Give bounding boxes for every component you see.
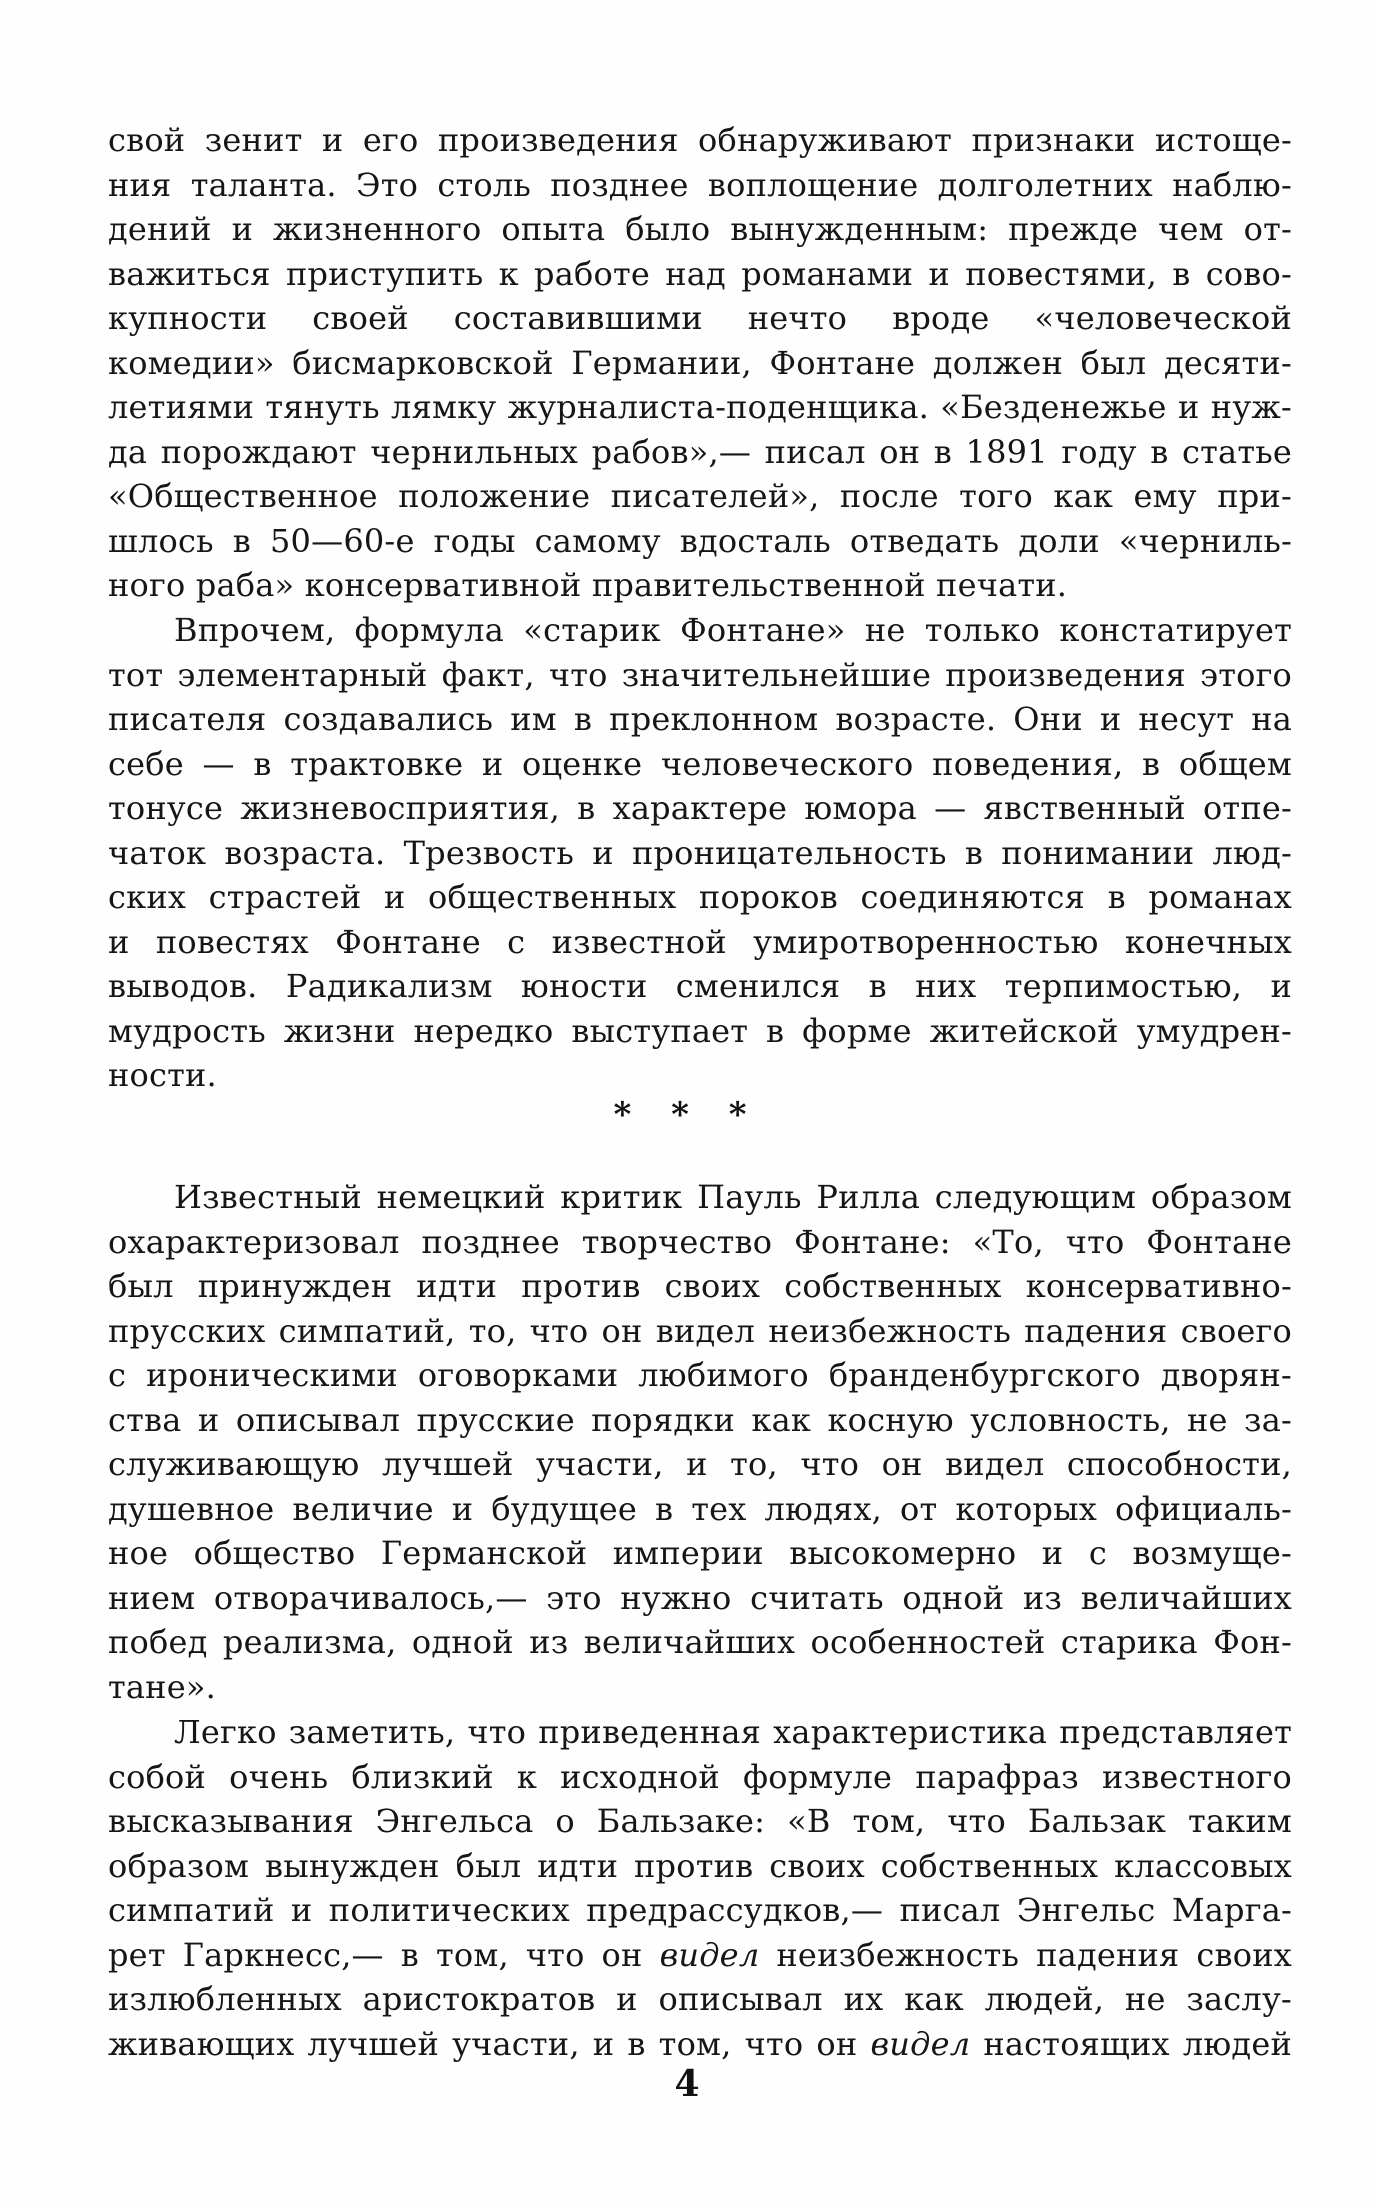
text-line: высказывания Энгельса о Бальзаке: «В том, что Бальзак таким — [108, 1802, 1292, 1840]
text-line: с ироническими оговорками любимого бранденбургского дворян- — [108, 1356, 1292, 1394]
text-line: ное общество Германской империи высокомерно и с возмуще- — [108, 1534, 1292, 1572]
text-line: комедии» бисмарковской Германии, Фонтане должен был десяти- — [108, 343, 1292, 382]
text-line: собой очень близкий к исходной формуле парафраз известного — [108, 1757, 1292, 1796]
text-line: выводов. Радикализм юности сменился в них терпимостью, и — [108, 967, 1292, 1005]
section-separator: * * * — [613, 1095, 761, 1135]
text-line: служивающую лучшей участи, и то, что он видел способности, — [108, 1445, 1292, 1483]
text-fragment: неизбежность падения своих — [776, 1935, 1293, 1974]
text-fragment: живающих лучшей участи, и в том, что он — [108, 2024, 858, 2063]
text-line: охарактеризовал позднее творчество Фонтане: «То, что Фонтане — [108, 1222, 1292, 1261]
text-line-with-emphasis — [108, 2022, 1292, 2067]
text-line: излюбленных аристократов и описывал их как людей, не заслу- — [108, 1980, 1292, 2018]
text-line: купности своей составившими нечто вроде «человеческой — [108, 299, 1292, 337]
text-line: летиями тянуть лямку журналиста-поденщика. «Безденежье и нуж- — [108, 388, 1292, 426]
text-line: тот элементарный факт, что значительнейшие произведения этого — [108, 655, 1292, 694]
text-line: дений и жизненного опыта было вынужденным: прежде чем от- — [108, 210, 1292, 248]
text-line: образом вынужден был идти против своих собственных классовых — [108, 1846, 1292, 1885]
paragraph-engels — [108, 1710, 1292, 2066]
text-fragment: рет Гаркнесс,— в том, что он — [108, 1935, 643, 1974]
text-line: ских страстей и общественных пороков соединяются в романах — [108, 878, 1292, 916]
text-line: Известный немецкий критик Пауль Рилла следующим образом — [174, 1178, 1292, 1216]
text-line: ния таланта. Это столь позднее воплощение долголетних наблю- — [108, 165, 1292, 204]
text-fragment: настоящих людей — [983, 2024, 1292, 2063]
emphasis-text: видел — [870, 2024, 971, 2063]
text-line: себе — в трактовке и оценке человеческого поведения, в общем — [108, 744, 1292, 783]
text-line: важиться приступить к работе над романами и повестями, в сово- — [108, 254, 1292, 293]
text-line: ного раба» консервативной правительственной печати. — [108, 566, 1068, 604]
text-line: ности. — [108, 1056, 217, 1094]
text-line: тане». — [108, 1667, 216, 1706]
text-line: душевное величие и будущее в тех людях, от которых официаль- — [108, 1489, 1292, 1528]
paragraph-rilla-quote — [108, 1175, 1292, 1709]
paragraph-continuation — [108, 118, 1292, 608]
text-line: ства и описывал прусские порядки как косную условность, не за- — [108, 1400, 1292, 1439]
text-line: писателя создавались им в преклонном возрасте. Они и несут на — [108, 700, 1292, 738]
text-line: «Общественное положение писателей», после того как ему при- — [108, 477, 1292, 515]
text-line: Легко заметить, что приведенная характеристика представляет — [174, 1713, 1292, 1751]
text-line: шлось в 50—60-е годы самому вдосталь отведать доли «черниль- — [108, 521, 1292, 560]
text-line: прусских симпатий, то, что он видел неизбежность падения своего — [108, 1311, 1292, 1350]
text-line: свой зенит и его произведения обнаруживают признаки истоще- — [108, 121, 1292, 159]
text-line-with-emphasis — [108, 1933, 1292, 1978]
text-line: побед реализма, одной из величайших особенностей старика Фон- — [108, 1623, 1292, 1661]
paragraph-formula — [108, 608, 1292, 1098]
emphasis-text: видел — [659, 1935, 760, 1974]
text-line: мудрость жизни нередко выступает в форме житейской умудрен- — [108, 1011, 1292, 1050]
text-line: был принужден идти против своих собственных консервативно- — [108, 1267, 1292, 1305]
text-line: нием отворачивалось,— это нужно считать одной из величайших — [108, 1578, 1292, 1617]
page-number: 4 — [674, 2063, 700, 2105]
text-line: симпатий и политических предрассудков,— писал Энгельс Марга- — [108, 1891, 1292, 1929]
text-line: да порождают чернильных рабов»,— писал он в 1891 году в статье — [108, 432, 1292, 471]
text-line: чаток возраста. Трезвость и проницательность в понимании люд- — [108, 833, 1292, 872]
text-line: Впрочем, формула «старик Фонтане» не только констатирует — [174, 611, 1292, 649]
text-line: тонусе жизневосприятия, в характере юмора — явственный отпе- — [108, 789, 1292, 827]
text-line: и повестях Фонтане с известной умиротворенностью конечных — [108, 922, 1292, 961]
